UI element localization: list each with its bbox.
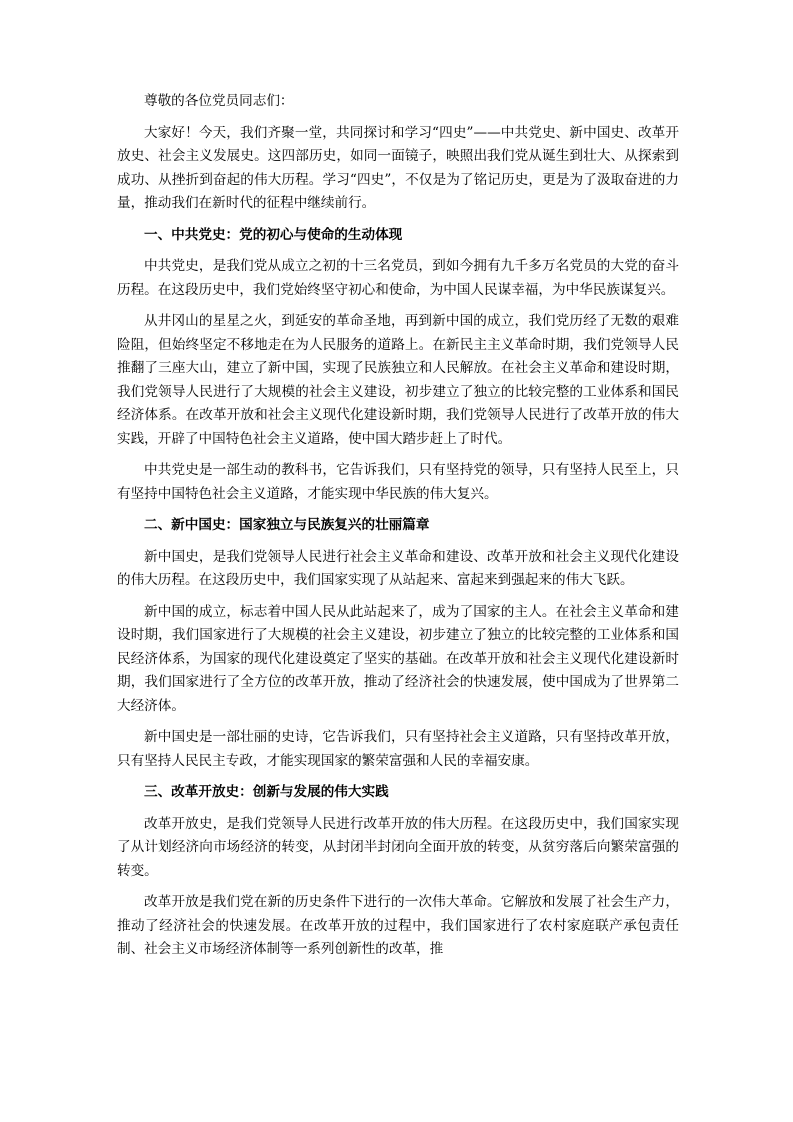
section-1-heading: 一、中共党史：党的初心与使命的生动体现: [144, 226, 403, 243]
section-1-paragraph-2: 从井冈山的星星之火，到延安的革命圣地，再到新中国的成立，我们党历经了无数的艰难险阻，但始终坚定不移地走在为人民服务的道路上。在新民主主义革命时期，我们党领导人民推翻了三座大山，建立了新中国，实现了民族独立和人民解放。在社会主义革命和建设时期，我们党领导人民进行了大规模的社会主义建设，初步建立了独立的比较完整的工业体系和国民经济体系。在改革开放和社会主义现代化建设新时期，我们党领导人民进行了改革开放的伟大实践，开辟了中国特色社会主义道路，使中国大踏步赶上了时代。: [117, 313, 679, 447]
salutation: 尊敬的各位党员同志们：: [144, 93, 294, 109]
section-3-paragraph-2: 改革开放是我们党在新的历史条件下进行的一次伟大革命。它解放和发展了社会生产力，推动了经济社会的快速发展。在改革开放的过程中，我们国家进行了农村家庭联产承包责任制、社会主义市场经济体制等一系列创新性的改革，推: [117, 894, 679, 957]
section-2-paragraph-2: 新中国的成立，标志着中国人民从此站起来了，成为了国家的主人。在社会主义革命和建设时期，我们国家进行了大规模的社会主义建设，初步建立了独立的比较完整的工业体系和国民经济体系，为国家的现代化建设奠定了坚实的基础。在改革开放和社会主义现代化建设新时期，我们国家进行了全方位的改革开放，推动了经济社会的快速发展，使中国成为了世界第二大经济体。: [117, 603, 679, 714]
section-1-paragraph-3: 中共党史是一部生动的教科书，它告诉我们，只有坚持党的领导，只有坚持人民至上，只有坚持中国特色社会主义道路，才能实现中华民族的伟大复兴。: [117, 462, 679, 502]
intro-paragraph: 大家好！今天，我们齐聚一堂，共同探讨和学习“四史”——中共党史、新中国史、改革开放史、社会主义发展史。这四部历史，如同一面镜子，映照出我们党从诞生到壮大、从探索到成功、从挫折到奋起的伟大历程。学习“四史”，不仅是为了铭记历史，更是为了汲取奋进的力量，推动我们在新时代的征程中继续前行。: [117, 124, 679, 211]
section-1-paragraph-1: 中共党史，是我们党从成立之初的十三名党员，到如今拥有九千多万名党员的大党的奋斗历程。在这段历史中，我们党始终坚守初心和使命，为中国人民谋幸福，为中华民族谋复兴。: [117, 258, 679, 298]
document-page: [117, 90, 679, 970]
section-2-paragraph-1: 新中国史，是我们党领导人民进行社会主义革命和建设、改革开放和社会主义现代化建设的伟大历程。在这段历史中，我们国家实现了从站起来、富起来到强起来的伟大飞跃。: [117, 548, 679, 588]
section-2-paragraph-3: 新中国史是一部壮丽的史诗，它告诉我们，只有坚持社会主义道路，只有坚持改革开放，只有坚持人民民主专政，才能实现国家的繁荣富强和人民的幸福安康。: [117, 729, 679, 769]
section-3-heading: 三、改革开放史：创新与发展的伟大实践: [144, 784, 389, 800]
section-2-heading: 二、新中国史：国家独立与民族复兴的壮丽篇章: [144, 517, 430, 533]
section-3-paragraph-1: 改革开放史，是我们党领导人民进行改革开放的伟大历程。在这段历史中，我们国家实现了从计划经济向市场经济的转变，从封闭半封闭向全面开放的转变，从贫穷落后向繁荣富强的转变。: [117, 815, 679, 879]
